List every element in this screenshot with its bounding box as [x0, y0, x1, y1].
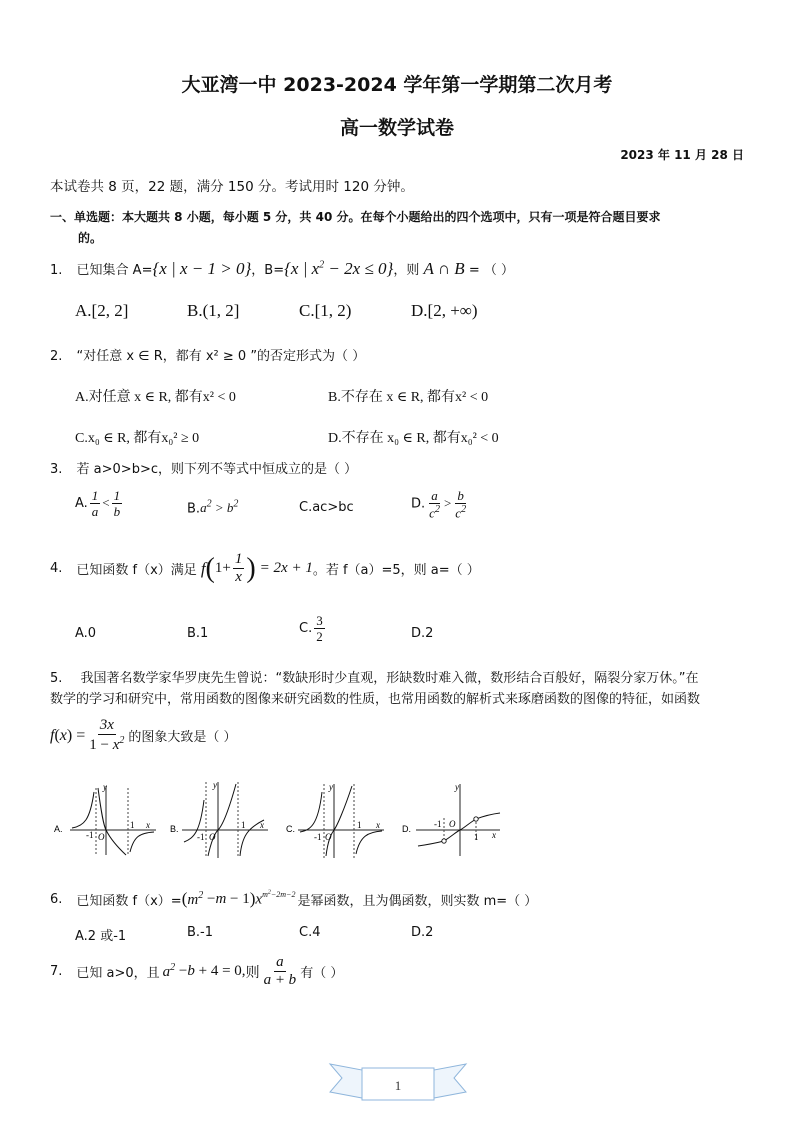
q6-option-d[interactable]: D.2: [411, 925, 434, 940]
q2-option-b[interactable]: B.不存在 x ∈ R, 都有x² < 0: [328, 390, 489, 405]
graph-d[interactable]: [402, 782, 500, 856]
svg-text:-1: -1: [86, 830, 94, 840]
svg-text:y: y: [329, 782, 333, 792]
question-4: 4. 已知函数 f（x）满足 f ( 1+ $\frac{1}{x}$ ) = 2x + 1 。若 f（a）=5，则 a=（ ）: [50, 551, 480, 585]
q6-option-b[interactable]: B.-1: [187, 925, 214, 940]
q1-option-d[interactable]: D.[2, +∞): [411, 301, 478, 320]
svg-text:A.: A.: [54, 824, 63, 834]
svg-text:x: x: [492, 830, 496, 840]
section-heading: 一、单选题：本大题共 8 小题，每小题 5 分，共 40 分。在每个小题给出的四个选项中，只有一项是符合题目要求: [50, 210, 661, 224]
question-2: 2. “对任意 x ∈ R，都有 x² ≥ 0 ”的否定形式为（ ）: [50, 349, 366, 364]
q6-option-a[interactable]: A.2 或-1: [75, 929, 127, 944]
q3-option-c[interactable]: C.ac>bc: [299, 500, 354, 515]
svg-text:y: y: [213, 780, 217, 790]
q1-option-c[interactable]: C.[1, 2): [299, 301, 352, 320]
svg-text:x: x: [260, 820, 264, 830]
svg-text:O: O: [449, 819, 456, 829]
q6-option-c[interactable]: C.4: [299, 925, 321, 940]
svg-text:C.: C.: [286, 824, 295, 834]
question-5: 5. 我国著名数学家华罗庚先生曾说：“数缺形时少直观，形缺数时难入微，数形结合百般好，隔裂分家万休。”在: [50, 671, 699, 686]
exam-intro: 本试卷共 8 页，22 题，满分 150 分。考试用时 120 分钟。: [50, 179, 414, 195]
exam-title: 大亚湾一中 2023-2024 学年第一学期第二次月考: [181, 74, 613, 96]
question-5-line2: 数学的学习和研究中，常用函数的图像来研究函数的性质，也常用函数的解析式来琢磨函数的图像的特征，如函数: [50, 692, 701, 707]
q4-option-b[interactable]: B.1: [187, 626, 209, 641]
svg-text:x: x: [146, 820, 150, 830]
svg-text:x: x: [376, 820, 380, 830]
question-1: 1. 已知集合 A={x | x − 1 > 0}，B={x | $x^2 - 2x \le 0$}，则 A ∩ B = （ ）: [50, 259, 514, 278]
svg-text:-1: -1: [314, 832, 322, 842]
question-number: 7.: [50, 964, 63, 979]
svg-text:O: O: [209, 832, 216, 842]
question-number: 4.: [50, 561, 63, 576]
q2-option-d[interactable]: D.不存在 x₀ ∈ R, 都有x₀² < 0: [328, 431, 499, 446]
svg-text:-1: -1: [434, 819, 442, 829]
q5-graphs: [48, 780, 508, 860]
q1-option-b[interactable]: B.(1, 2]: [187, 301, 240, 320]
q3-option-a[interactable]: A. $\frac{1}{a}$ < $\frac{1}{b}$: [75, 488, 121, 519]
q2-option-c[interactable]: C.x₀ ∈ R, 都有x₀² ≥ 0: [75, 431, 200, 446]
q4-option-c[interactable]: C. $\frac{3}{2}$: [299, 613, 323, 644]
question-number: 6.: [50, 891, 63, 907]
page-number-ribbon: [328, 1058, 468, 1106]
svg-text:y: y: [103, 782, 107, 792]
svg-text:O: O: [98, 832, 105, 842]
svg-text:-1: -1: [197, 832, 205, 842]
svg-text:1: 1: [130, 820, 135, 830]
graph-c[interactable]: [286, 782, 384, 858]
question-number: 2.: [50, 349, 63, 364]
q3-option-b[interactable]: $B.a^2 > b^2$: [187, 499, 239, 517]
question-5-line3: f ( x ) = $\frac{3x}{1 - x^2}$ 的图象大致是（ ）: [50, 717, 237, 753]
graph-b[interactable]: [170, 780, 268, 858]
exam-date: 2023 年 11 月 28 日: [620, 148, 744, 162]
graph-a[interactable]: [54, 782, 156, 855]
svg-text:y: y: [455, 782, 459, 792]
page-number: 1: [394, 1078, 402, 1093]
question-7: 7. 已知 a>0，且 $a^2$ − b + 4 = 0, 则 $\frac{a}{a + b}$ 有（ ）: [50, 954, 344, 988]
question-number: 3.: [50, 462, 63, 477]
question-6: 6. 已知函数 f（x）= ( $m^2$ − m − 1 ) $x^{m^2-2m-2}$ 是幂函数，且为偶函数，则实数 m=（ ）: [50, 889, 538, 909]
q4-option-d[interactable]: D.2: [411, 626, 434, 641]
svg-text:1: 1: [241, 820, 246, 830]
question-number: 1.: [50, 263, 63, 278]
q4-option-a[interactable]: A.0: [75, 626, 97, 641]
svg-text:1: 1: [474, 832, 479, 842]
svg-text:1: 1: [357, 820, 362, 830]
exam-subtitle: 高一数学试卷: [339, 117, 454, 139]
question-3: 3. 若 a>0>b>c，则下列不等式中恒成立的是（ ）: [50, 462, 358, 477]
svg-text:B.: B.: [170, 824, 179, 834]
q3-option-d[interactable]: D. $\frac{a}{c^2}$ > $\frac{b}{c^2}$: [411, 488, 467, 521]
q1-option-a[interactable]: A.[2, 2]: [75, 301, 129, 320]
section-heading-cont: 的。: [78, 231, 103, 245]
svg-text:D.: D.: [402, 824, 411, 834]
svg-text:O: O: [325, 832, 332, 842]
q2-option-a[interactable]: A.对任意 x ∈ R, 都有x² < 0: [75, 390, 236, 405]
question-number: 5.: [50, 671, 63, 686]
